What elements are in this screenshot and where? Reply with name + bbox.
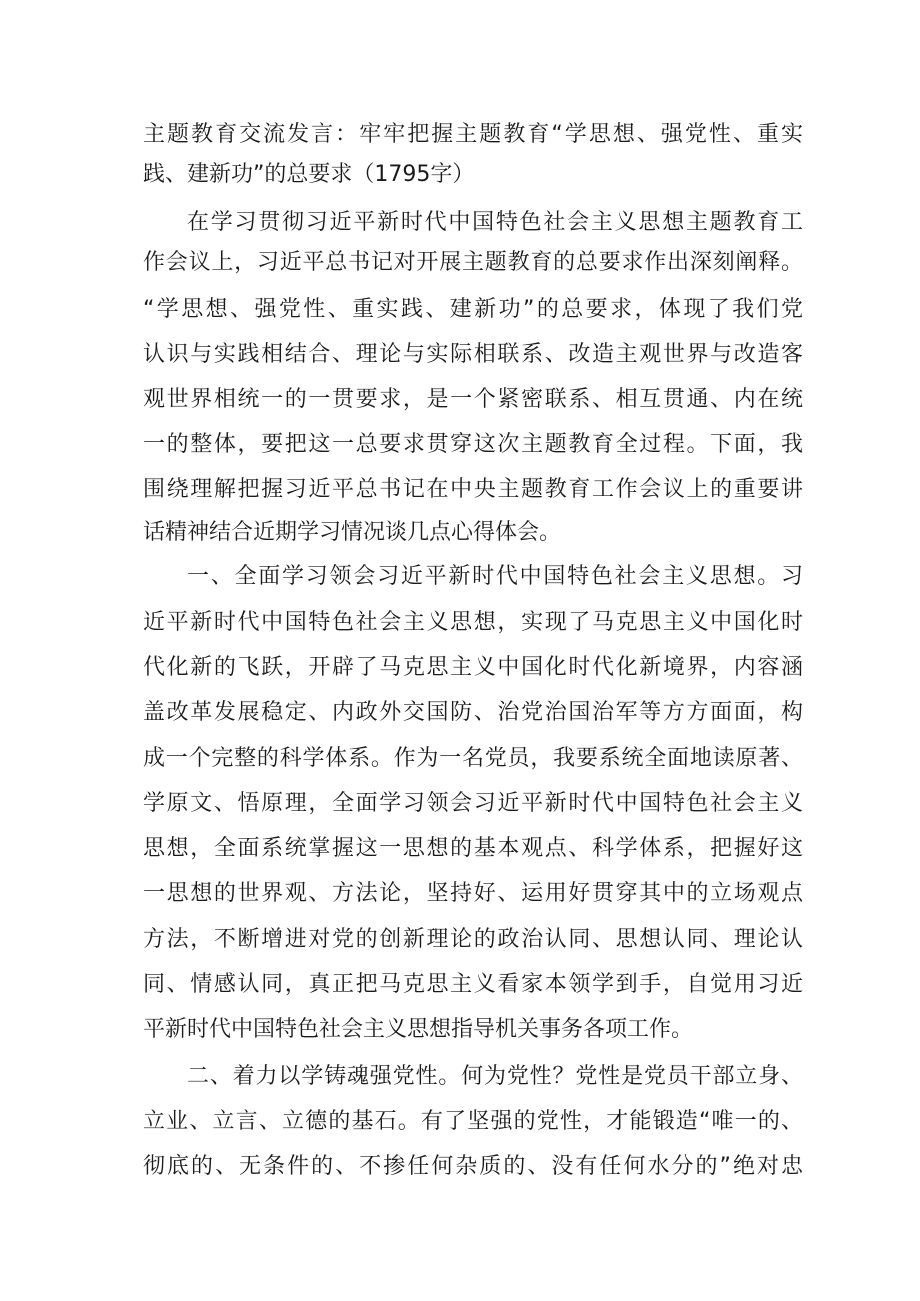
intro-paragraph-line-3: “学思想、强党性、重实践、建新功”的总要求，体现了我们党 — [143, 297, 803, 322]
section-one-line-9: 方法，不断增进对党的创新理论的政治认同、思想认同、理论认 — [143, 927, 803, 952]
section-one-line-4: 盖改革发展稳定、内政外交国防、治党治国治军等方方面面，构 — [143, 700, 803, 725]
intro-paragraph-line-8: 话精神结合近期学习情况谈几点心得体会。 — [143, 520, 562, 545]
intro-paragraph-line-5: 观世界相统一的一贯要求，是一个紧密联系、相互贯通、内在统 — [143, 387, 803, 412]
section-two-line-3: 彻底的、无条件的、不掺任何杂质的、没有任何水分的”绝对忠 — [143, 1154, 803, 1179]
intro-paragraph-line-1: 在学习贯彻习近平新时代中国特色社会主义思想主题教育工 — [187, 210, 803, 235]
section-one-line-7: 思想，全面系统掌握这一思想的基本观点、科学体系，把握好这 — [143, 836, 803, 861]
section-two-line-1: 二、着力以学铸魂强党性。何为党性？党性是党员干部立身、 — [187, 1064, 803, 1089]
section-one-line-8: 一思想的世界观、方法论，坚持好、运用好贯穿其中的立场观点 — [143, 881, 803, 906]
section-two-line-2: 立业、立言、立德的基石。有了坚强的党性，才能锻造“唯一的、 — [143, 1109, 803, 1134]
section-one-line-10: 同、情感认同，真正把马克思主义看家本领学到手，自觉用习近 — [143, 972, 803, 997]
intro-paragraph-line-7: 围绕理解把握习近平总书记在中央主题教育工作会议上的重要讲 — [143, 477, 803, 502]
intro-paragraph-line-4: 认识与实践相结合、理论与实际相联系、改造主观世界与改造客 — [143, 342, 803, 367]
section-one-line-6: 学原文、悟原理，全面学习领会习近平新时代中国特色社会主义 — [143, 791, 803, 816]
section-one-line-2: 近平新时代中国特色社会主义思想，实现了马克思主义中国化时 — [143, 610, 803, 635]
section-one-line-5: 成一个完整的科学体系。作为一名党员，我要系统全面地读原著、 — [143, 746, 803, 771]
intro-paragraph-line-2: 作会议上，习近平总书记对开展主题教育的总要求作出深刻阐释。 — [143, 250, 803, 275]
section-one-line-11: 平新时代中国特色社会主义思想指导机关事务各项工作。 — [143, 1017, 694, 1042]
document-title-line-2: 践、建新功”的总要求（1795字） — [143, 162, 475, 187]
section-one-line-1: 一、全面学习领会习近平新时代中国特色社会主义思想。习 — [187, 564, 803, 589]
document-title-line-1: 主题教育交流发言：牢牢把握主题教育“学思想、强党性、重实 — [143, 122, 803, 147]
intro-paragraph-line-6: 一的整体，要把这一总要求贯穿这次主题教育全过程。下面，我 — [143, 432, 803, 457]
section-one-line-3: 代化新的飞跃，开辟了马克思主义中国化时代化新境界，内容涵 — [143, 655, 803, 680]
